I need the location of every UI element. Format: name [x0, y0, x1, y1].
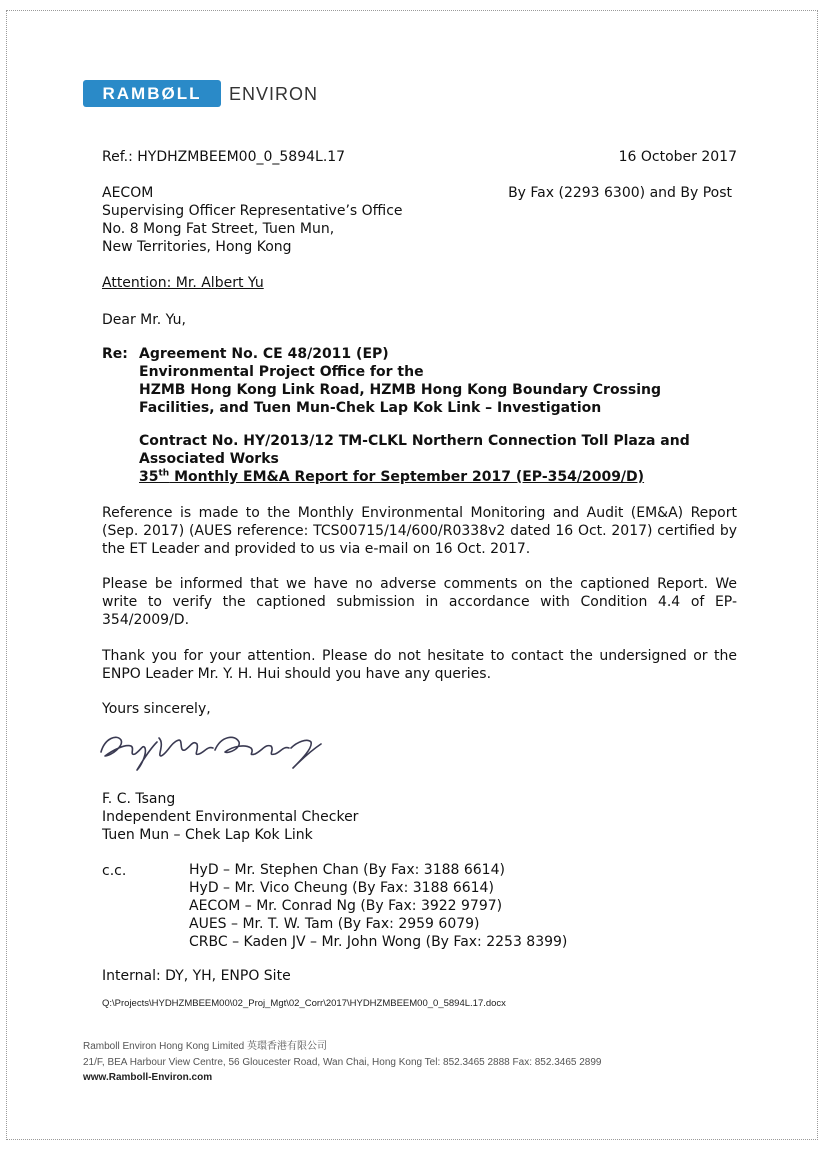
contract-line: Associated Works [139, 451, 279, 467]
salutation: Dear Mr. Yu, [102, 312, 186, 328]
report-title-rest: Monthly EM&A Report for September 2017 (EP-354/2009/D) [169, 469, 645, 485]
logo-brand: RAMBØLL [102, 84, 202, 103]
company-logo [83, 80, 221, 107]
recipient-block [102, 184, 403, 256]
body-paragraph-2: Please be informed that we have no adverse comments on the captioned Report. We write to verify the captioned submission in accordance with Condition 4.4 of EP-354/2009/D. [102, 576, 737, 628]
reference-number: Ref.: HYDHZMBEEM00_0_5894L.17 [102, 149, 346, 165]
footer-address: 21/F, BEA Harbour View Centre, 56 Gloucester Road, Wan Chai, Hong Kong Tel: 852.3465 2888 Fax: 852.3465 2899 [83, 1057, 602, 1068]
subject-line: HZMB Hong Kong Link Road, HZMB Hong Kong Boundary Crossing [139, 382, 662, 398]
file-path: Q:\Projects\HYDHZMBEEM00\02_Proj_Mgt\02_Corr\2017\HYDHZMBEEM00_0_5894L.17.docx [102, 998, 506, 1009]
signer-block [102, 790, 358, 844]
signer-name: F. C. Tsang [102, 791, 176, 807]
contract-line: Contract No. HY/2013/12 TM-CLKL Northern Connection Toll Plaza and [139, 433, 690, 449]
recipient-line: New Territories, Hong Kong [102, 239, 292, 255]
footer-website: www.Ramboll-Environ.com [83, 1072, 213, 1083]
report-number: 35 [139, 469, 159, 485]
attention-line: Attention: Mr. Albert Yu [102, 275, 264, 291]
cc-recipient: CRBC – Kaden JV – Mr. John Wong (By Fax: 2253 8399) [189, 934, 568, 950]
report-title [139, 468, 690, 486]
internal-distribution: Internal: DY, YH, ENPO Site [102, 968, 291, 984]
body-paragraph-1: Reference is made to the Monthly Environmental Monitoring and Audit (EM&A) Report (Sep. 2017) (AUES reference: TCS00715/14/600/R0338v2 dated 16 Oct. 2017) certified by the ET Leader and provided to us via e-mail on 16 Oct. 2017. [102, 505, 737, 557]
subject-line: Agreement No. CE 48/2011 (EP) [139, 346, 389, 362]
letter-date: 16 October 2017 [618, 149, 737, 165]
contract-block [139, 432, 690, 486]
closing: Yours sincerely, [102, 701, 211, 717]
signer-title: Independent Environmental Checker [102, 809, 359, 825]
re-label: Re: [102, 346, 128, 362]
cc-recipient: HyD – Mr. Vico Cheung (By Fax: 3188 6614) [189, 880, 494, 896]
body-paragraph-3: Thank you for your attention. Please do not hesitate to contact the undersigned or the ENPO Leader Mr. Y. H. Hui should you have any queries. [102, 648, 737, 682]
report-ordinal: th [158, 468, 170, 479]
cc-recipient: HyD – Mr. Stephen Chan (By Fax: 3188 6614) [189, 862, 505, 878]
cc-recipient: AUES – Mr. T. W. Tam (By Fax: 2959 6079) [189, 916, 480, 932]
signer-project: Tuen Mun – Chek Lap Kok Link [102, 827, 313, 843]
delivery-method: By Fax (2293 6300) and By Post [508, 185, 732, 201]
recipient-line: No. 8 Mong Fat Street, Tuen Mun, [102, 221, 335, 237]
handwritten-signature [95, 726, 325, 774]
recipient-line: AECOM [102, 185, 154, 201]
logo-word: ENVIRON [229, 84, 319, 104]
cc-recipient: AECOM – Mr. Conrad Ng (By Fax: 3922 9797) [189, 898, 503, 914]
subject-block [139, 345, 661, 417]
subject-line: Environmental Project Office for the [139, 364, 424, 380]
subject-line: Facilities, and Tuen Mun-Chek Lap Kok Link – Investigation [139, 400, 602, 416]
footer-company: Ramboll Environ Hong Kong Limited 英環香港有限公司 [83, 1041, 327, 1052]
cc-label: c.c. [102, 863, 127, 879]
recipient-line: Supervising Officer Representative’s Office [102, 203, 403, 219]
